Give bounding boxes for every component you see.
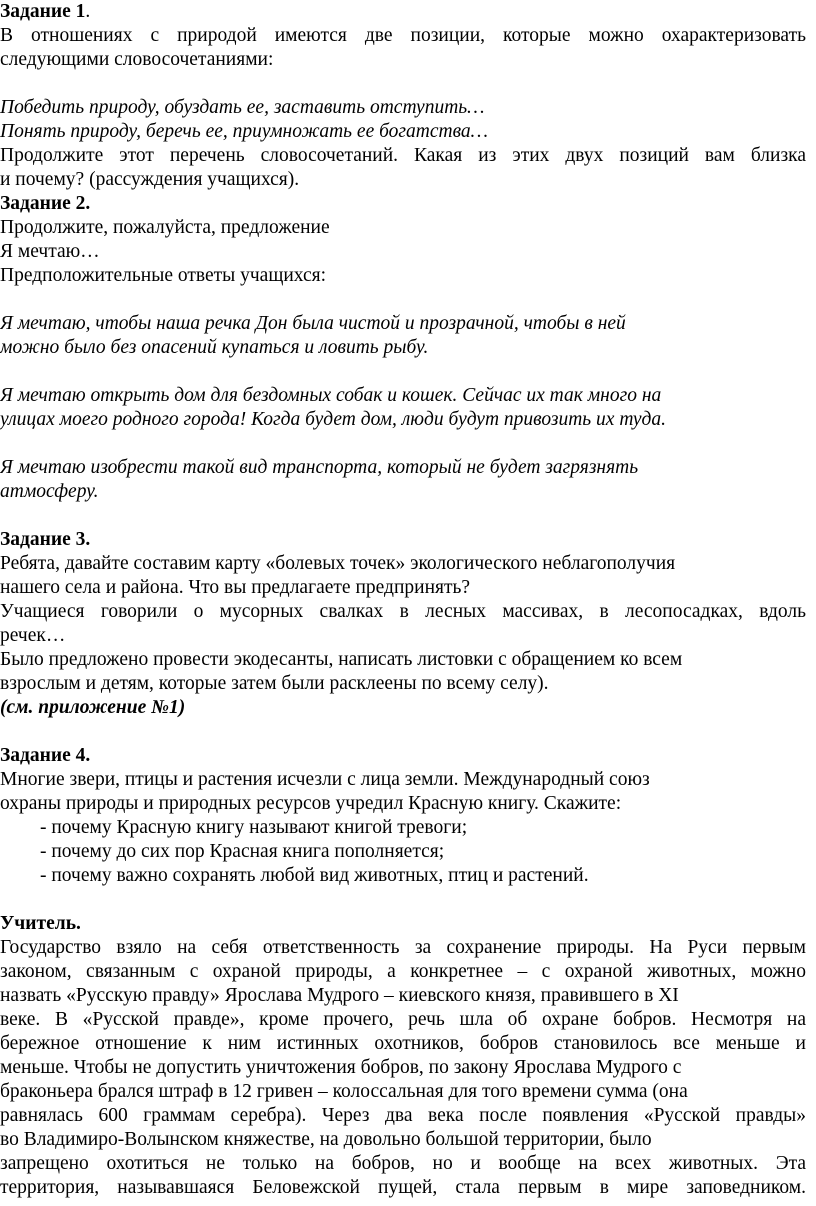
task2-answer-line: улицах моего родного города! Когда будет дом, люди будут привозить их туда.	[0, 409, 667, 430]
teacher-line: во Владимиро-Волынском княжестве, на довольно большой территории, было	[0, 1129, 652, 1150]
spacer	[0, 432, 806, 456]
teacher-heading: Учитель.	[0, 913, 81, 934]
task4-line: Многие звери, птицы и растения исчезли с лица земли. Международный союз	[0, 769, 650, 790]
spacer	[0, 720, 806, 744]
teacher-line: бережное отношение к ним истинных охотников, бобров становилось все меньше и	[0, 1033, 806, 1054]
task2-heading: Задание 2.	[0, 193, 91, 214]
teacher-line: меньше. Чтобы не допустить уничтожения бобров, по закону Ярослава Мудрого с	[0, 1057, 682, 1078]
teacher-line: назвать «Русскую правду» Ярослава Мудрого – киевского князя, правившего в XI	[0, 985, 679, 1006]
task3-line: Ребята, давайте составим карту «болевых точек» экологического неблагополучия	[0, 553, 676, 574]
teacher-line: территория, называвшаяся Беловежской пущей, стала первым в мире заповедником.	[0, 1177, 806, 1198]
task3-heading: Задание 3.	[0, 529, 91, 550]
task1-heading-dot: .	[85, 1, 91, 22]
task3-line: взрослым и детям, которые затем были расклеены по всему селу).	[0, 673, 549, 694]
teacher-line: Государство взяло на себя ответственность за сохранение природы. На Руси первым	[0, 937, 806, 958]
teacher-line: равнялась 600 граммам серебра). Через два века после появления «Русской правды»	[0, 1105, 806, 1126]
task3-note: (см. приложение №1)	[0, 697, 186, 718]
task1-line: В отношениях с природой имеются две позиции, которые можно охарактеризовать	[0, 25, 806, 46]
task1-tail-line: Продолжите этот перечень словосочетаний. Какая из этих двух позиций вам близка	[0, 145, 806, 166]
task3-line: Было предложено провести экодесанты, написать листовки с обращением ко всем	[0, 649, 683, 670]
spacer	[0, 288, 806, 312]
task2-line: Предположительные ответы учащихся:	[0, 265, 327, 286]
task1-italic-line: Победить природу, обуздать ее, заставить отступить…	[0, 97, 485, 118]
task2-line: Продолжите, пожалуйста, предложение	[0, 217, 330, 238]
task4-line: охраны природы и природных ресурсов учредил Красную книгу. Скажите:	[0, 793, 622, 814]
task1-tail-line: и почему? (рассуждения учащихся).	[0, 169, 300, 190]
teacher-line: запрещено охотиться не только на бобров, но и вообще на всех животных. Эта	[0, 1153, 806, 1174]
task2-answer-line: можно было без опасений купаться и ловить рыбу.	[0, 337, 429, 358]
task3-line: речек…	[0, 625, 66, 646]
spacer	[0, 360, 806, 384]
task4-list	[0, 816, 806, 888]
task3-line: нашего села и района. Что вы предлагаете предпринять?	[0, 577, 471, 598]
task1-heading-text: Задание 1	[0, 1, 86, 22]
task1-line: следующими словосочетаниями:	[0, 49, 274, 70]
task2-line: Я мечтаю…	[0, 241, 100, 262]
task2-answer-line: Я мечтаю открыть дом для бездомных собак и кошек. Сейчас их так много на	[0, 385, 662, 406]
task3-line: Учащиеся говорили о мусорных свалках в лесных массивах, в лесопосадках, вдоль	[0, 601, 806, 622]
task1-heading	[0, 0, 806, 24]
teacher-line: законом, связанным с охраной природы, а конкретнее – с охраной животных, можно	[0, 961, 806, 982]
task2-answer-line: атмосферу.	[0, 481, 99, 502]
task1-italic-line: Понять природу, беречь ее, приумножать ее богатства…	[0, 121, 489, 142]
spacer	[0, 504, 806, 528]
teacher-line: веке. В «Русской правде», кроме прочего, речь шла об охране бобров. Несмотря на	[0, 1009, 806, 1030]
task2-answer-line: Я мечтаю изобрести такой вид транспорта, который не будет загрязнять	[0, 457, 639, 478]
spacer	[0, 72, 806, 96]
task4-heading: Задание 4.	[0, 745, 91, 766]
spacer	[0, 888, 806, 912]
task2-answer-line: Я мечтаю, чтобы наша речка Дон была чистой и прозрачной, чтобы в ней	[0, 313, 626, 334]
list-item: - почему важно сохранять любой вид животных, птиц и растений.	[40, 865, 589, 886]
teacher-line: браконьера брался штраф в 12 гривен – колоссальная для того времени сумма (она	[0, 1081, 688, 1102]
list-item: - почему Красную книгу называют книгой тревоги;	[40, 817, 468, 838]
list-item: - почему до сих пор Красная книга пополняется;	[40, 841, 445, 862]
